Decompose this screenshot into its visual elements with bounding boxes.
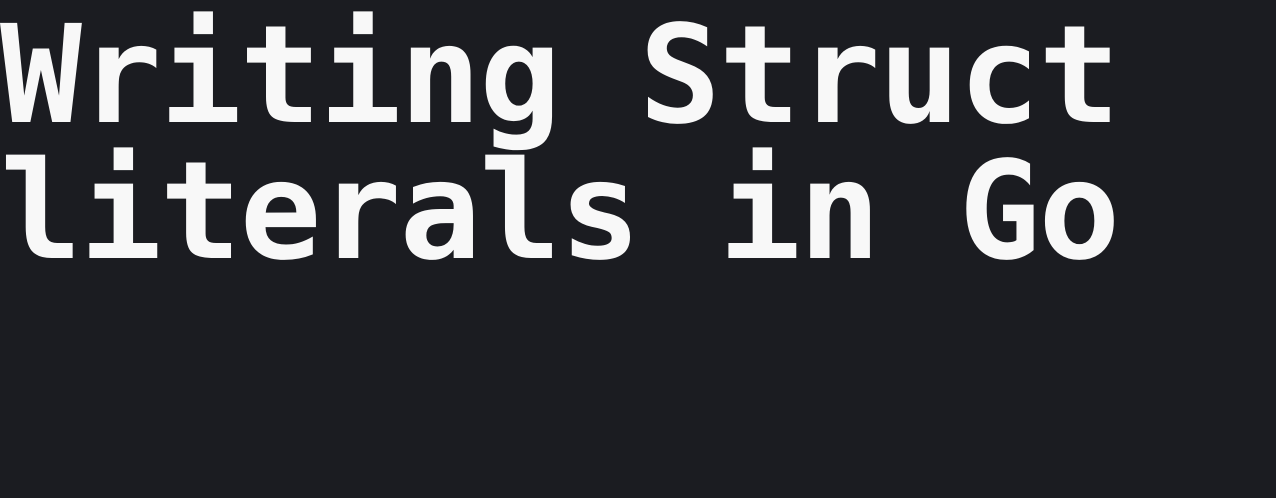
title-line-1: Writing Struct (0, 0, 1119, 155)
title-line-2: literals in Go (0, 133, 1119, 291)
